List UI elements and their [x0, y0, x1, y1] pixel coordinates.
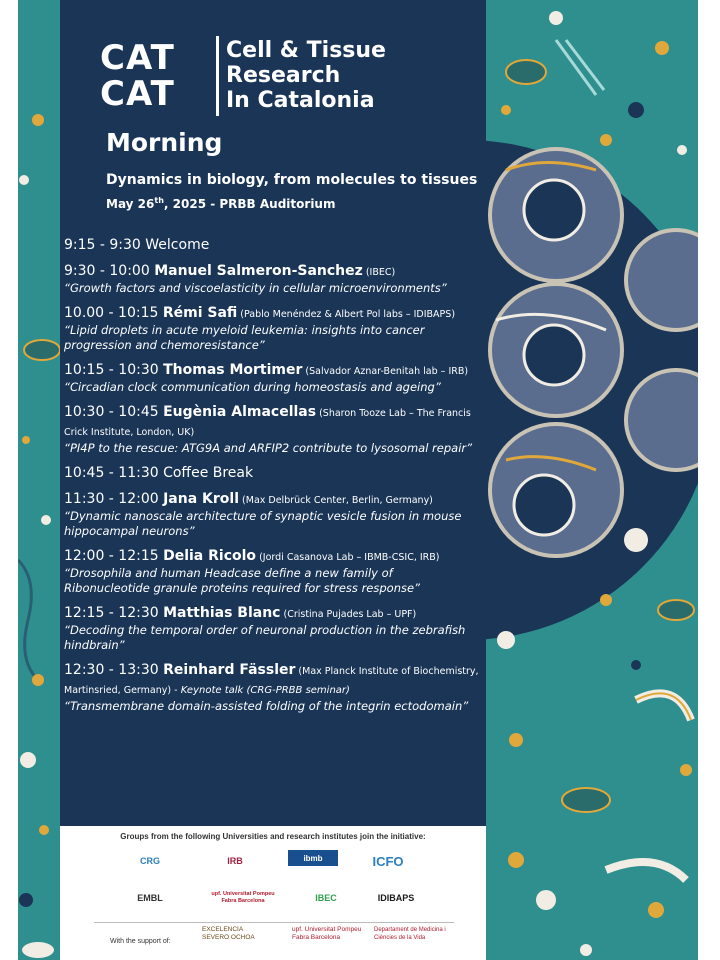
- item-time: 12:15 - 12:30: [64, 605, 164, 621]
- program-panel: [60, 0, 486, 826]
- item-affiliation: (Salvador Aznar-Benitah lab – IRB): [302, 366, 469, 377]
- item-time: 12:00 - 12:15: [64, 548, 164, 564]
- item-affiliation: (Jordi Casanova Lab – IBMB-CSIC, IRB): [256, 552, 440, 563]
- schedule-item: [64, 547, 482, 596]
- schedule-item: [64, 661, 482, 714]
- item-time: 9:30 - 10:00: [64, 263, 155, 279]
- support-label: With the support of:: [110, 938, 171, 945]
- schedule-item: [64, 236, 482, 254]
- item-speaker: Thomas Mortimer: [163, 362, 303, 378]
- upf-support-logo: upf. Universitat Pompeu Fabra Barcelona: [292, 926, 362, 941]
- item-talk-title: “Lipid droplets in acute myeloid leukemia: insights into cancer progression and chemoresistance”: [64, 323, 425, 352]
- idibaps-logo: IDIBAPS: [377, 893, 415, 903]
- ibec-logo: IBEC: [315, 893, 337, 903]
- schedule-item: [64, 604, 482, 653]
- schedule-item: [64, 464, 482, 482]
- item-talk-title: “Circadian clock communication during homeostasis and ageing”: [64, 380, 441, 394]
- partners-heading: Groups from the following Universities and research institutes join the initiative:: [120, 832, 426, 841]
- session-title: Morning: [106, 128, 223, 157]
- item-talk-title: “Transmembrane domain-assisted folding of the integrin ectodomain”: [64, 699, 469, 713]
- item-speaker: Rémi Safi: [162, 305, 238, 321]
- cat-cat-logo: [100, 40, 430, 122]
- session-date: May 26th, 2025 - PRBB Auditorium: [106, 196, 336, 211]
- schedule-item: [64, 262, 482, 296]
- item-speaker: Jana Kroll: [163, 491, 240, 507]
- item-time: 9:15 - 9:30 Welcome: [64, 237, 210, 253]
- session-subtitle: Dynamics in biology, from molecules to tissues: [106, 172, 478, 188]
- schedule-item: [64, 490, 482, 539]
- item-time: 10:30 - 10:45: [64, 404, 164, 420]
- item-note: Keynote talk (CRG-PRBB seminar): [177, 685, 350, 696]
- footer-divider: [94, 922, 454, 923]
- crg-logo: CRG: [140, 856, 160, 866]
- item-time: 12:30 - 13:30: [64, 662, 164, 678]
- left-decoration: [18, 0, 60, 960]
- item-affiliation: (Cristina Pujades Lab – UPF): [280, 609, 417, 620]
- department-logo: Departament de Medicina i Ciències de la Vida: [374, 927, 446, 941]
- schedule-item: [64, 361, 482, 395]
- item-affiliation: (Sharon Tooze Lab – The Francis Crick Institute, London, UK): [64, 408, 471, 438]
- item-speaker: Eugènia Almacellas: [163, 404, 317, 420]
- item-speaker: Delia Ricolo: [163, 548, 257, 564]
- embl-logo: EMBL: [137, 893, 163, 903]
- partners-footer: [60, 826, 486, 960]
- schedule-list: [64, 236, 482, 722]
- item-affiliation: (Pablo Menéndez & Albert Pol labs – IDIBAPS): [237, 309, 456, 320]
- item-time: 10:15 - 10:30: [64, 362, 164, 378]
- item-speaker: Manuel Salmeron-Sanchez: [154, 263, 363, 279]
- item-affiliation: (IBEC): [362, 267, 396, 278]
- cell-illustration: [486, 0, 698, 960]
- item-speaker: Matthias Blanc: [163, 605, 281, 621]
- item-talk-title: “Growth factors and viscoelasticity in cellular microenvironments”: [64, 281, 447, 295]
- logo-wordmark: Cell & Tissue Research In Catalonia: [226, 38, 386, 113]
- item-affiliation: (Max Delbrück Center, Berlin, Germany): [239, 495, 433, 506]
- item-time: 10:45 - 11:30 Coffee Break: [64, 465, 254, 481]
- item-time: 11:30 - 12:00: [64, 491, 164, 507]
- item-talk-title: “Drosophila and human Headcase define a new family of Ribonucleotide granule proteins required for stress response”: [64, 566, 421, 595]
- item-speaker: Reinhard Fässler: [163, 662, 296, 678]
- item-time: 10.00 - 10:15: [64, 305, 163, 321]
- severo-ochoa-logo: EXCELENCIA SEVERO OCHOA: [202, 926, 255, 941]
- logo-mark: CAT CAT: [100, 38, 175, 114]
- upf-logo: upf. Universitat Pompeu Fabra Barcelona: [211, 891, 275, 904]
- logo-divider: [216, 36, 219, 116]
- icfo-logo: ICFO: [372, 853, 404, 869]
- ibmb-logo: ibmb: [288, 850, 338, 866]
- item-talk-title: “Decoding the temporal order of neuronal production in the zebrafish hindbrain”: [64, 623, 466, 652]
- cell-pattern-left: [18, 0, 60, 960]
- irb-logo: IRB: [227, 856, 243, 866]
- schedule-item: [64, 304, 482, 353]
- schedule-item: [64, 403, 482, 456]
- item-talk-title: “PI4P to the rescue: ATG9A and ARFIP2 contribute to lysosomal repair”: [64, 441, 473, 455]
- item-affiliation: (Max Planck Institute of Biochemistry, Martinsried, Germany) -: [64, 666, 479, 696]
- right-decoration: [486, 0, 698, 960]
- item-talk-title: “Dynamic nanoscale architecture of synaptic vesicle fusion in mouse hippocampal neurons”: [64, 509, 462, 538]
